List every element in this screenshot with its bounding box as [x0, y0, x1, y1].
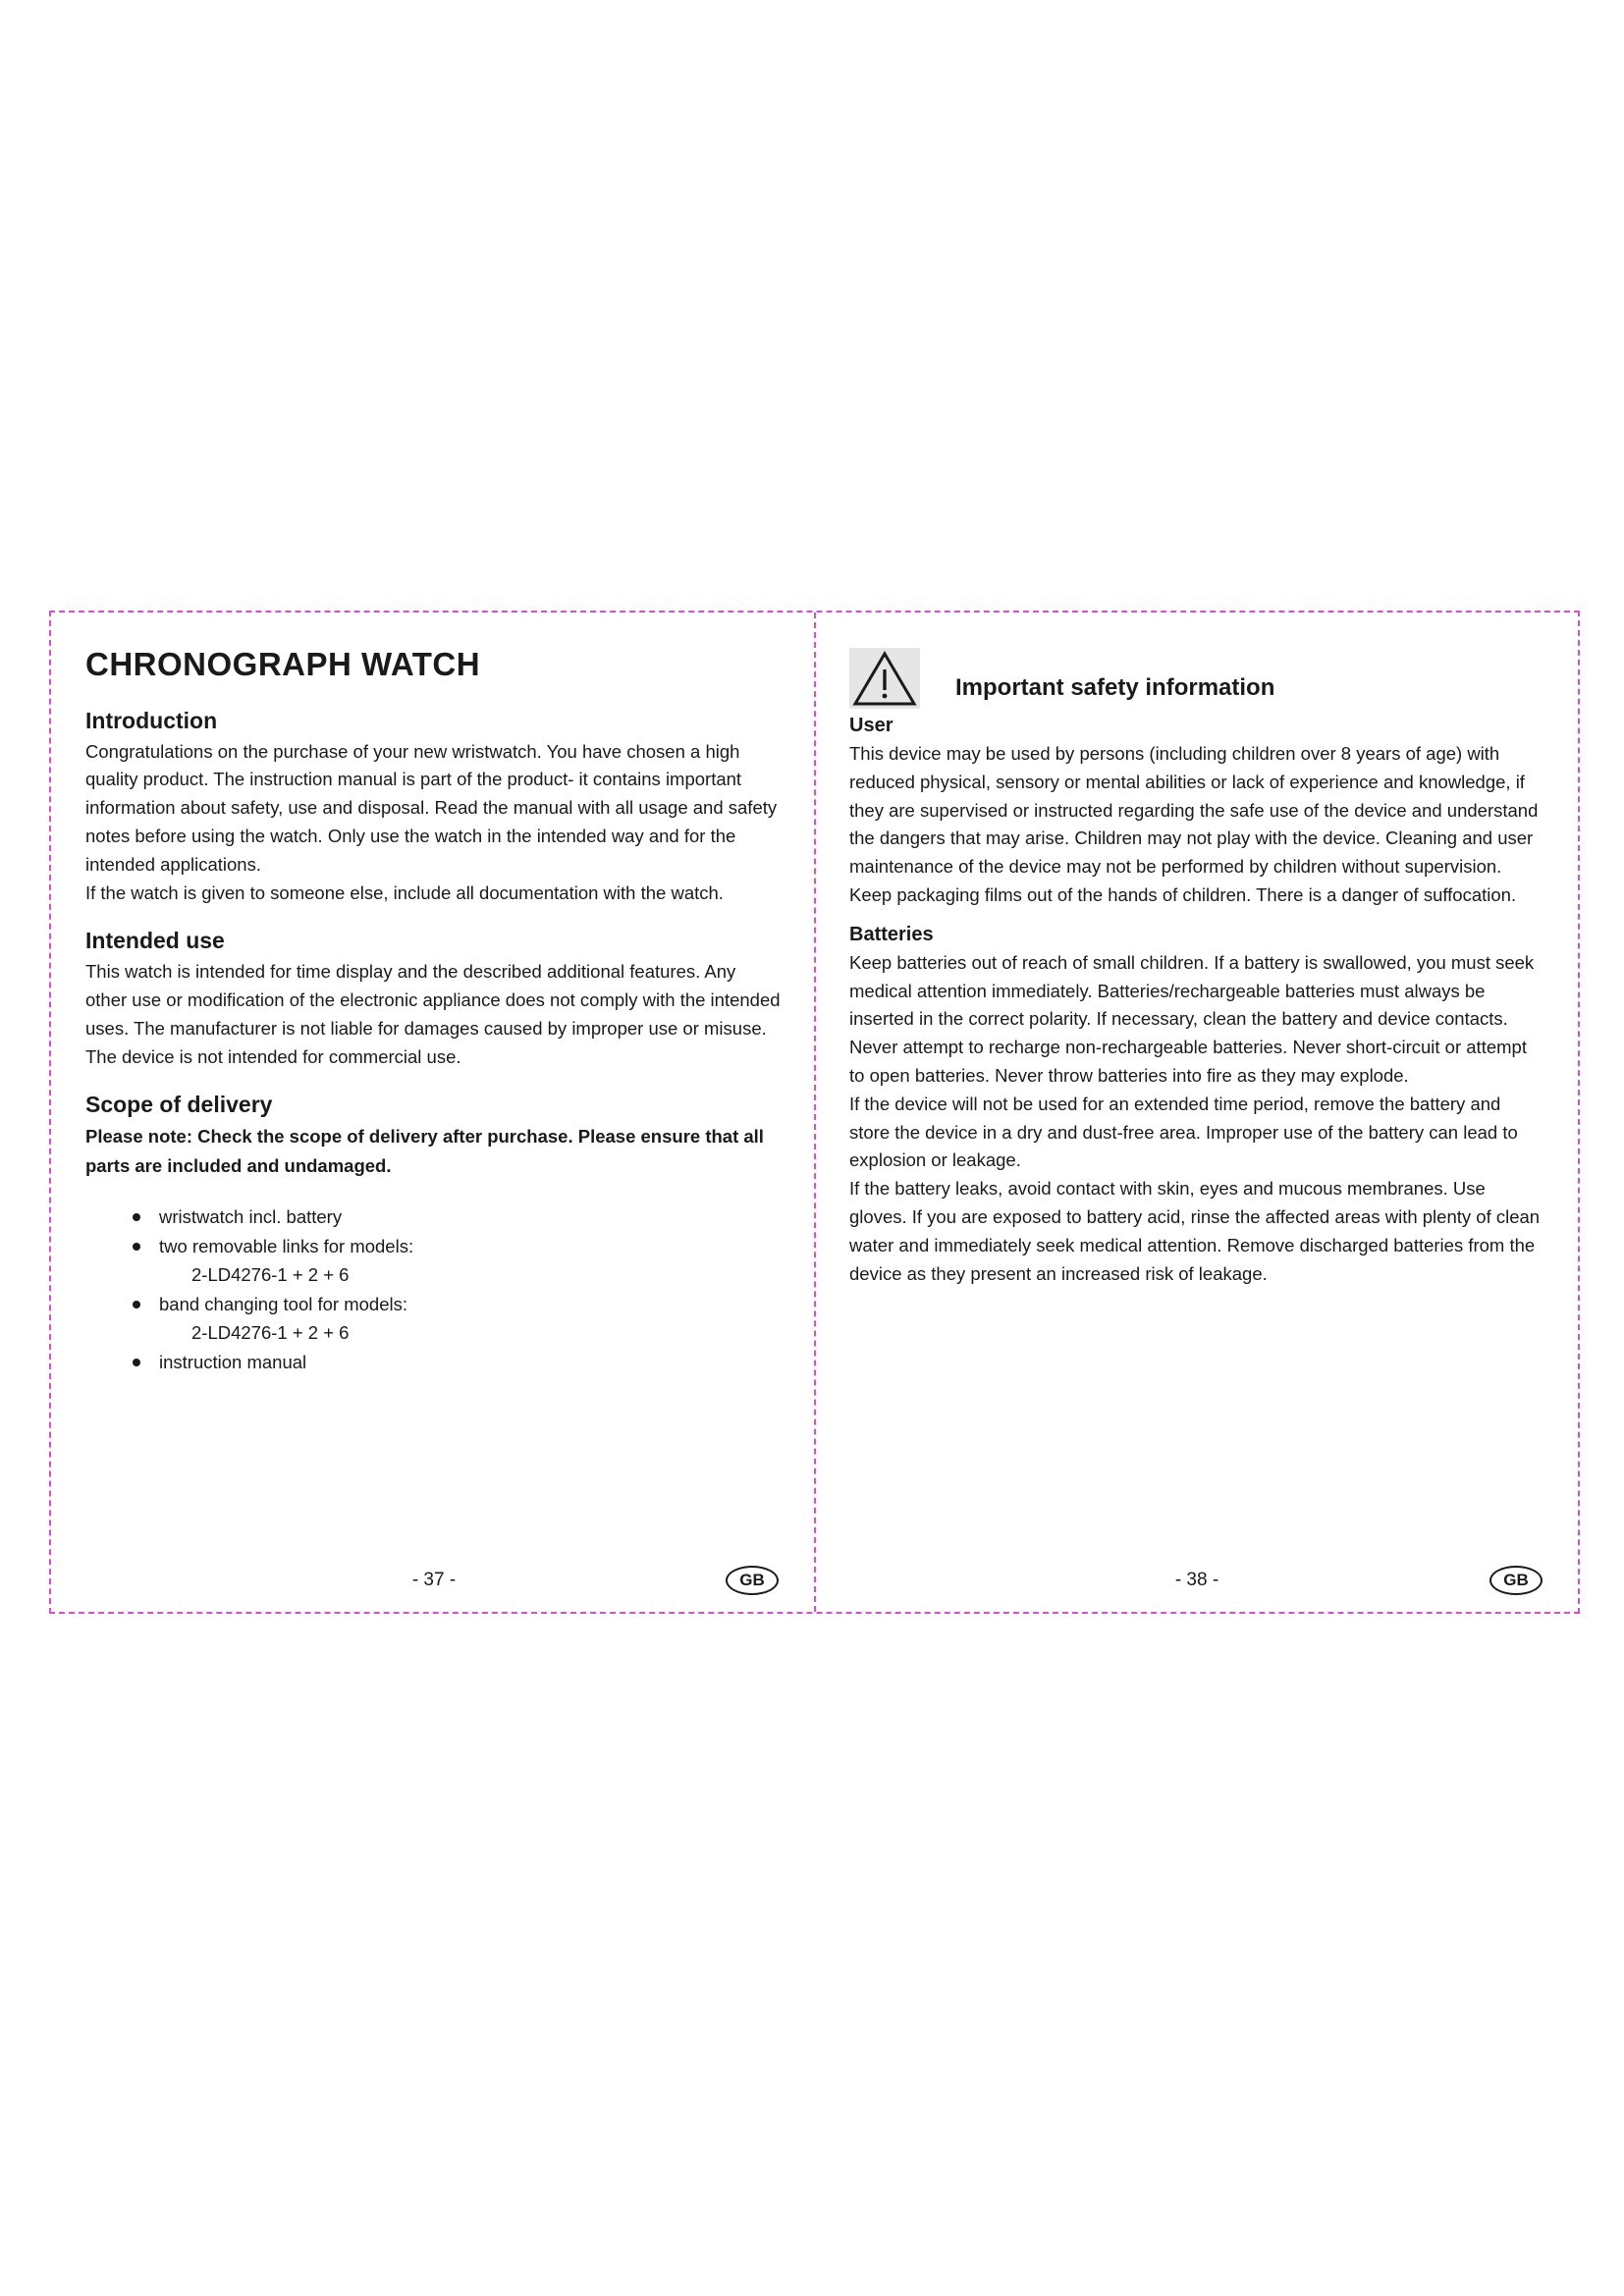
page-footer: [51, 1563, 814, 1598]
batteries-paragraph: If the battery leaks, avoid contact with skin, eyes and mucous membranes. Use gloves. If you are exposed to battery acid, rinse the affected areas with plenty of clean water and immediately seek medical attention. Remove discharged batteries from the device as they present an increased risk of leakage.: [849, 1178, 1541, 1284]
list-item-models: 2-LD4276-1 + 2 + 6: [191, 1322, 350, 1344]
warning-triangle-icon: [849, 648, 920, 709]
introduction-text: Congratulations on the purchase of your new wristwatch. You have chosen a high quality product. The instruction manual is part of the product- it contains important information about safety, use and disposal. Read the manual with all usage and safety notes before using the watch. Only use the watch in the intended way and for the intended applications.: [85, 740, 778, 875]
list-item-text: two removable links for models:: [159, 1235, 414, 1256]
user-text: This device may be used by persons (including children over 8 years of age) with reduced physical, sensory or mental abilities or lack of experience and knowledge, if they are supervised or instructed regarding the safe use of the device and understand the dangers that may arise. Children may not play with the device. Cleaning and user maintenance of the device may not be performed by children without supervision. Keep packaging films out of the hands of children. There is a danger of suffocation.: [849, 743, 1539, 905]
batteries-paragraph: Keep batteries out of reach of small children. If a battery is swallowed, you must seek medical attention immediately. Batteries/rechargeable batteries must always be inserted in the correct polarity. If necessary, clean the battery and device contacts. Never attempt to recharge non-rechargeable batteries. Never short-circuit or attempt to open batteries. Never throw batteries into fire as they may explode.: [849, 951, 1535, 1086]
safety-title: Important safety information: [955, 674, 1275, 702]
page-number: - 38 -: [1174, 1570, 1219, 1590]
scope-of-delivery-section: [85, 1091, 781, 1376]
page-number: - 37 -: [411, 1570, 457, 1590]
delivery-list: [85, 1202, 781, 1376]
language-badge: GB: [726, 1566, 779, 1595]
intended-use-section: [85, 927, 781, 1071]
list-item: [133, 1232, 781, 1290]
scope-of-delivery-heading: Scope of delivery: [85, 1092, 273, 1118]
batteries-heading: Batteries: [849, 923, 934, 945]
page-footer: [816, 1563, 1578, 1598]
list-item-text: band changing tool for models:: [159, 1293, 408, 1314]
page-right: [816, 613, 1578, 1612]
page-left: [51, 613, 814, 1612]
scope-note: Please note: Check the scope of delivery after purchase. Please ensure that all parts are included and undamaged.: [85, 1126, 764, 1177]
manual-spread: [49, 611, 1580, 1614]
list-item-text: wristwatch incl. battery: [159, 1206, 343, 1228]
intended-use-heading: Intended use: [85, 928, 225, 954]
intended-use-text: This watch is intended for time display and the described additional features. Any other use or modification of the electronic appliance does not comply with the intended uses. The manufacturer is not liable for damages caused by improper use or misuse. The device is not intended for commercial use.: [85, 961, 781, 1067]
user-section: [849, 713, 1544, 910]
list-item: [133, 1290, 781, 1348]
language-badge: GB: [1489, 1566, 1543, 1595]
list-item-text: instruction manual: [159, 1351, 307, 1372]
list-item: [133, 1202, 781, 1232]
page-title: CHRONOGRAPH WATCH: [85, 646, 481, 682]
user-heading: User: [849, 715, 893, 736]
batteries-section: [849, 922, 1544, 1289]
list-item: [133, 1348, 781, 1377]
list-item-models: 2-LD4276-1 + 2 + 6: [191, 1264, 350, 1286]
introduction-text-2: If the watch is given to someone else, include all documentation with the watch.: [85, 881, 724, 903]
batteries-paragraph: If the device will not be used for an extended time period, remove the battery and store the device in a dry and dust-free area. Improper use of the battery can lead to explosion or leakage.: [849, 1093, 1518, 1171]
introduction-section: [85, 707, 781, 908]
introduction-heading: Introduction: [85, 707, 218, 733]
safety-header: [849, 648, 1544, 709]
